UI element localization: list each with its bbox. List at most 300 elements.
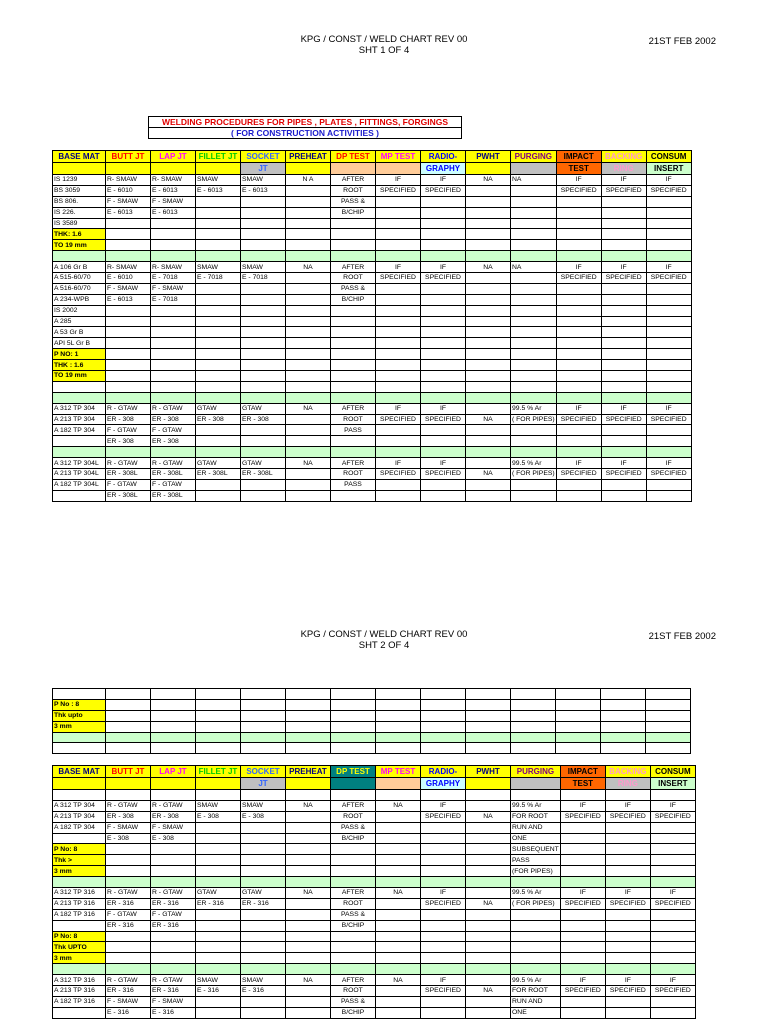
- cell-purging: [511, 283, 557, 294]
- cell-preheat: [286, 920, 331, 931]
- cell-preheat: [286, 305, 331, 316]
- cell-base-mat: A 213 TP 304: [53, 811, 106, 822]
- cell-socket-jt: E - 7018: [241, 273, 286, 284]
- cell-preheat: [286, 898, 331, 909]
- cell-dp-test: [331, 732, 376, 743]
- table-row: [53, 349, 692, 360]
- cell-radiography: [421, 392, 466, 403]
- cell-impact-test: [556, 349, 601, 360]
- sheet2-date: 21ST FEB 2002: [648, 631, 716, 642]
- col-header-purging: PURGING: [511, 151, 557, 163]
- cell-consum-insert: [650, 855, 695, 866]
- col-header-impact-test: TEST: [560, 778, 605, 790]
- cell-butt-jt: F - GTAW: [106, 909, 151, 920]
- cell-preheat: [286, 425, 331, 436]
- cell-socket-jt: [241, 207, 286, 218]
- table-row: [53, 447, 692, 458]
- cell-lap-jt: [151, 790, 196, 801]
- cell-lap-jt: [151, 240, 196, 251]
- cell-pwht: [466, 689, 511, 700]
- cell-fillet-jt: GTAW: [196, 888, 241, 899]
- cell-preheat: [286, 942, 331, 953]
- cell-lap-jt: [151, 689, 196, 700]
- cell-base-mat: Thk upto: [53, 710, 106, 721]
- cell-butt-jt: [106, 349, 151, 360]
- cell-butt-jt: R - GTAW: [106, 888, 151, 899]
- cell-impact-test: [556, 327, 601, 338]
- cell-fillet-jt: [196, 790, 241, 801]
- cell-base-mat: A 182 TP 304L: [53, 479, 106, 490]
- cell-base-mat: A 312 TP 304: [53, 403, 106, 414]
- cell-base-mat: A 312 TP 316: [53, 975, 106, 986]
- cell-butt-jt: F - GTAW: [106, 479, 151, 490]
- title-box: [148, 116, 462, 139]
- cell-butt-jt: [106, 327, 151, 338]
- cell-socket-jt: [241, 931, 286, 942]
- weld-table-sheet1: [52, 150, 692, 502]
- cell-preheat: [286, 986, 331, 997]
- cell-impact-test: IF: [560, 888, 605, 899]
- cell-impact-test: SPECIFIED: [556, 273, 601, 284]
- cell-pwht: [466, 327, 511, 338]
- cell-socket-jt: [241, 196, 286, 207]
- cell-consum-insert: IF: [646, 262, 691, 273]
- cell-butt-jt: ER - 308: [106, 436, 151, 447]
- cell-radiography: [421, 218, 466, 229]
- cell-consum-insert: SPECIFIED: [646, 469, 691, 480]
- col-header-butt-jt: [106, 778, 151, 790]
- cell-impact-test: [556, 436, 601, 447]
- cell-butt-jt: R - GTAW: [106, 458, 151, 469]
- cell-radiography: [421, 822, 466, 833]
- cell-base-mat: [53, 790, 106, 801]
- cell-lap-jt: [151, 710, 196, 721]
- cell-lap-jt: E - 6013: [151, 207, 196, 218]
- cell-socket-jt: [241, 240, 286, 251]
- cell-butt-jt: [106, 953, 151, 964]
- cell-impact-test: IF: [556, 262, 601, 273]
- cell-backing-ring: [601, 743, 646, 754]
- table-row: [53, 327, 692, 338]
- cell-base-mat: THK : 1.6: [53, 360, 106, 371]
- cell-radiography: [421, 953, 466, 964]
- cell-fillet-jt: [196, 822, 241, 833]
- cell-purging: [511, 479, 557, 490]
- col-header-backing-ring: BACKING: [601, 151, 646, 163]
- cell-socket-jt: [241, 360, 286, 371]
- cell-fillet-jt: [196, 721, 241, 732]
- table-row: [53, 381, 692, 392]
- sheet2-sheet-no: SHT 2 OF 4: [358, 640, 410, 651]
- cell-purging: [511, 689, 556, 700]
- cell-butt-jt: [106, 732, 151, 743]
- cell-mp-test: [376, 316, 421, 327]
- cell-purging: [511, 327, 557, 338]
- col-header-fillet-jt: FILLET JT: [196, 151, 241, 163]
- cell-impact-test: [556, 283, 601, 294]
- cell-impact-test: [556, 240, 601, 251]
- cell-radiography: [421, 196, 466, 207]
- cell-socket-jt: GTAW: [241, 403, 286, 414]
- cell-pwht: [466, 490, 511, 501]
- cell-radiography: [421, 294, 466, 305]
- cell-fillet-jt: [196, 710, 241, 721]
- col-header-lap-jt: LAP JT: [151, 151, 196, 163]
- cell-mp-test: [376, 283, 421, 294]
- cell-consum-insert: IF: [646, 403, 691, 414]
- cell-purging: 99.5 % Ar: [511, 975, 561, 986]
- cell-mp-test: [376, 207, 421, 218]
- cell-consum-insert: [646, 207, 691, 218]
- cell-consum-insert: [646, 721, 691, 732]
- cell-radiography: [421, 479, 466, 490]
- cell-base-mat: 3 mm: [53, 866, 106, 877]
- cell-base-mat: TO 19 mm: [53, 371, 106, 382]
- cell-purging: [511, 371, 557, 382]
- table-row: [53, 479, 692, 490]
- cell-fillet-jt: [196, 953, 241, 964]
- cell-consum-insert: IF: [650, 800, 695, 811]
- cell-radiography: [421, 381, 466, 392]
- cell-preheat: NA: [286, 975, 331, 986]
- cell-impact-test: [556, 732, 601, 743]
- cell-lap-jt: [151, 447, 196, 458]
- cell-backing-ring: [605, 931, 650, 942]
- cell-radiography: IF: [421, 458, 466, 469]
- cell-radiography: [421, 447, 466, 458]
- table-row: [53, 986, 696, 997]
- cell-mp-test: [376, 218, 421, 229]
- cell-fillet-jt: [196, 866, 241, 877]
- sheet1-ref: KPG / CONST / WELD CHART REV 00: [300, 34, 468, 45]
- cell-pwht: [466, 403, 511, 414]
- cell-lap-jt: R - GTAW: [151, 975, 196, 986]
- cell-mp-test: [376, 360, 421, 371]
- cell-lap-jt: F - GTAW: [151, 425, 196, 436]
- col-header-purging: [511, 778, 561, 790]
- cell-consum-insert: [646, 251, 691, 262]
- cell-backing-ring: [601, 381, 646, 392]
- cell-base-mat: TO 19 mm: [53, 240, 106, 251]
- cell-pwht: [466, 710, 511, 721]
- cell-butt-jt: [106, 743, 151, 754]
- cell-consum-insert: [650, 833, 695, 844]
- cell-pwht: [466, 996, 511, 1007]
- cell-backing-ring: [601, 294, 646, 305]
- cell-impact-test: [560, 822, 605, 833]
- cell-lap-jt: R - GTAW: [151, 888, 196, 899]
- cell-radiography: [421, 877, 466, 888]
- col-header-backing-ring: RING: [605, 778, 650, 790]
- cell-fillet-jt: [196, 251, 241, 262]
- cell-backing-ring: SPECIFIED: [601, 469, 646, 480]
- cell-socket-jt: GTAW: [241, 458, 286, 469]
- cell-lap-jt: [151, 866, 196, 877]
- cell-purging: 99.5 % Ar: [511, 458, 557, 469]
- table-row: [53, 833, 696, 844]
- cell-lap-jt: R - GTAW: [151, 403, 196, 414]
- col-header-radiography: GRAPHY: [421, 778, 466, 790]
- cell-consum-insert: SPECIFIED: [650, 986, 695, 997]
- cell-socket-jt: [241, 447, 286, 458]
- cell-lap-jt: F - SMAW: [151, 283, 196, 294]
- cell-lap-jt: ER - 316: [151, 986, 196, 997]
- cell-pwht: [466, 822, 511, 833]
- cell-consum-insert: IF: [650, 888, 695, 899]
- col-header-fillet-jt: [196, 163, 241, 175]
- cell-mp-test: [376, 229, 421, 240]
- table-row: [53, 844, 696, 855]
- table-row: [53, 931, 696, 942]
- cell-purging: ( FOR PIPES): [512, 470, 555, 478]
- cell-purging: [511, 273, 557, 284]
- cell-impact-test: IF: [560, 975, 605, 986]
- cell-pwht: [466, 207, 511, 218]
- cell-lap-jt: [151, 349, 196, 360]
- cell-base-mat: A 213 TP 304L: [53, 469, 106, 480]
- cell-consum-insert: [646, 229, 691, 240]
- cell-preheat: [286, 283, 331, 294]
- cell-impact-test: [556, 196, 601, 207]
- col-header-socket-jt: JT: [241, 163, 286, 175]
- cell-base-mat: A 213 TP 316: [53, 898, 106, 909]
- cell-socket-jt: SMAW: [241, 975, 286, 986]
- cell-fillet-jt: [196, 931, 241, 942]
- col-header-impact-test: IMPACT: [560, 766, 605, 778]
- cell-pwht: [466, 479, 511, 490]
- cell-lap-jt: [151, 942, 196, 953]
- table-row: [53, 953, 696, 964]
- col-header-impact-test: TEST: [556, 163, 601, 175]
- cell-base-mat: P No: 8: [53, 931, 106, 942]
- cell-impact-test: [556, 360, 601, 371]
- cell-base-mat: [53, 447, 106, 458]
- cell-base-mat: P No: 8: [53, 844, 106, 855]
- cell-mp-test: [376, 866, 421, 877]
- cell-impact-test: [556, 338, 601, 349]
- cell-base-mat: BS 806.: [53, 196, 106, 207]
- cell-butt-jt: ER - 308: [106, 414, 151, 425]
- cell-preheat: [286, 931, 331, 942]
- table-row: [53, 689, 691, 700]
- cell-fillet-jt: [196, 743, 241, 754]
- cell-radiography: [421, 338, 466, 349]
- cell-radiography: [421, 855, 466, 866]
- cell-socket-jt: E - 6013: [241, 185, 286, 196]
- cell-purging: [511, 316, 557, 327]
- cell-radiography: SPECIFIED: [421, 185, 466, 196]
- cell-fillet-jt: E - 7018: [196, 273, 241, 284]
- cell-lap-jt: [151, 699, 196, 710]
- cell-butt-jt: [106, 371, 151, 382]
- cell-radiography: [421, 283, 466, 294]
- cell-dp-test: ROOT: [331, 414, 376, 425]
- cell-socket-jt: [241, 996, 286, 1007]
- cell-mp-test: [376, 931, 421, 942]
- cell-fillet-jt: [196, 909, 241, 920]
- cell-purging: [511, 425, 557, 436]
- cell-base-mat: A 182 TP 316: [53, 996, 106, 1007]
- cell-consum-insert: [646, 699, 691, 710]
- cell-butt-jt: [106, 877, 151, 888]
- cell-preheat: [286, 743, 331, 754]
- cell-fillet-jt: [196, 240, 241, 251]
- cell-fillet-jt: [196, 447, 241, 458]
- cell-backing-ring: [601, 490, 646, 501]
- cell-butt-jt: [106, 710, 151, 721]
- cell-impact-test: [560, 790, 605, 801]
- cell-radiography: [421, 866, 466, 877]
- cell-socket-jt: [241, 316, 286, 327]
- cell-fillet-jt: [196, 349, 241, 360]
- weld-table-sheet2-top: [52, 688, 691, 754]
- cell-pwht: [466, 273, 511, 284]
- cell-pwht: [466, 185, 511, 196]
- cell-impact-test: [556, 721, 601, 732]
- col-header-mp-test: MP TEST: [376, 766, 421, 778]
- cell-butt-jt: F - SMAW: [106, 196, 151, 207]
- cell-impact-test: IF: [556, 175, 601, 186]
- cell-lap-jt: [151, 721, 196, 732]
- cell-impact-test: [560, 942, 605, 953]
- cell-butt-jt: [106, 964, 151, 975]
- cell-dp-test: PASS &: [331, 996, 376, 1007]
- cell-butt-jt: E - 6013: [106, 294, 151, 305]
- cell-radiography: [421, 305, 466, 316]
- cell-preheat: NA: [286, 403, 331, 414]
- cell-base-mat: [53, 381, 106, 392]
- cell-fillet-jt: GTAW: [196, 403, 241, 414]
- cell-impact-test: [560, 855, 605, 866]
- cell-impact-test: [556, 294, 601, 305]
- cell-mp-test: [376, 689, 421, 700]
- cell-socket-jt: SMAW: [241, 175, 286, 186]
- cell-consum-insert: [646, 218, 691, 229]
- cell-radiography: [421, 251, 466, 262]
- cell-backing-ring: [601, 349, 646, 360]
- cell-backing-ring: IF: [605, 800, 650, 811]
- cell-dp-test: [331, 349, 376, 360]
- table-row: [53, 283, 692, 294]
- cell-butt-jt: [106, 721, 151, 732]
- cell-dp-test: ROOT: [331, 898, 376, 909]
- table-row: [53, 811, 696, 822]
- header-row: [53, 778, 696, 790]
- cell-lap-jt: ER - 308L: [151, 490, 196, 501]
- cell-mp-test: [376, 822, 421, 833]
- cell-impact-test: IF: [560, 800, 605, 811]
- cell-lap-jt: ER - 316: [151, 920, 196, 931]
- table-row: [53, 403, 692, 414]
- cell-mp-test: [376, 338, 421, 349]
- cell-fillet-jt: [196, 964, 241, 975]
- cell-impact-test: SPECIFIED: [560, 811, 605, 822]
- cell-purging: [511, 490, 557, 501]
- table-row: [53, 305, 692, 316]
- cell-purging: [511, 196, 557, 207]
- cell-purging: [511, 447, 557, 458]
- cell-backing-ring: [601, 207, 646, 218]
- cell-fillet-jt: [196, 699, 241, 710]
- cell-consum-insert: [650, 866, 695, 877]
- cell-pwht: [466, 360, 511, 371]
- cell-preheat: [286, 273, 331, 284]
- cell-backing-ring: SPECIFIED: [605, 811, 650, 822]
- cell-base-mat: [53, 964, 106, 975]
- cell-impact-test: [560, 964, 605, 975]
- cell-base-mat: A 213 TP 316: [53, 986, 106, 997]
- cell-consum-insert: [646, 425, 691, 436]
- cell-mp-test: [376, 392, 421, 403]
- table-row: [53, 240, 692, 251]
- cell-lap-jt: [151, 338, 196, 349]
- cell-consum-insert: [650, 844, 695, 855]
- cell-mp-test: NA: [376, 800, 421, 811]
- cell-consum-insert: IF: [650, 975, 695, 986]
- cell-purging: NA: [511, 262, 557, 273]
- cell-lap-jt: [151, 732, 196, 743]
- cell-pwht: [466, 855, 511, 866]
- cell-base-mat: [53, 920, 106, 931]
- cell-fillet-jt: [196, 920, 241, 931]
- cell-socket-jt: [241, 479, 286, 490]
- cell-radiography: SPECIFIED: [421, 898, 466, 909]
- cell-mp-test: [376, 920, 421, 931]
- cell-fillet-jt: [196, 392, 241, 403]
- cell-preheat: [286, 844, 331, 855]
- cell-radiography: [421, 436, 466, 447]
- col-header-pwht: [466, 163, 511, 175]
- cell-mp-test: [376, 942, 421, 953]
- cell-impact-test: [560, 1007, 605, 1018]
- cell-socket-jt: [241, 229, 286, 240]
- cell-backing-ring: [605, 942, 650, 953]
- cell-pwht: [466, 447, 511, 458]
- cell-consum-insert: [646, 490, 691, 501]
- cell-purging: [511, 931, 561, 942]
- cell-consum-insert: IF: [646, 175, 691, 186]
- cell-butt-jt: ER - 308: [106, 811, 151, 822]
- table-row: [53, 710, 691, 721]
- cell-base-mat: IS 2002: [53, 305, 106, 316]
- table-row: [53, 185, 692, 196]
- cell-base-mat: A 312 TP 304L: [53, 458, 106, 469]
- col-header-mp-test: [376, 778, 421, 790]
- cell-backing-ring: IF: [601, 262, 646, 273]
- col-header-consum-insert: INSERT: [650, 778, 695, 790]
- col-header-preheat: [286, 778, 331, 790]
- cell-mp-test: NA: [376, 975, 421, 986]
- col-header-butt-jt: BUTT JT: [106, 766, 151, 778]
- cell-socket-jt: ER - 308: [241, 414, 286, 425]
- cell-socket-jt: [241, 490, 286, 501]
- cell-lap-jt: ER - 316: [151, 898, 196, 909]
- cell-pwht: [466, 953, 511, 964]
- table-row: [53, 800, 696, 811]
- cell-backing-ring: [601, 371, 646, 382]
- cell-butt-jt: R - GTAW: [106, 403, 151, 414]
- cell-mp-test: [376, 196, 421, 207]
- cell-radiography: SPECIFIED: [421, 811, 466, 822]
- cell-socket-jt: [241, 294, 286, 305]
- cell-preheat: [286, 855, 331, 866]
- title-line-1: WELDING PROCEDURES FOR PIPES , PLATES , FITTINGS, FORGINGS: [149, 117, 462, 128]
- cell-purging: [511, 721, 556, 732]
- header-row: [53, 766, 696, 778]
- table-row: [53, 721, 691, 732]
- cell-backing-ring: [601, 240, 646, 251]
- col-header-radiography: RADIO-: [421, 766, 466, 778]
